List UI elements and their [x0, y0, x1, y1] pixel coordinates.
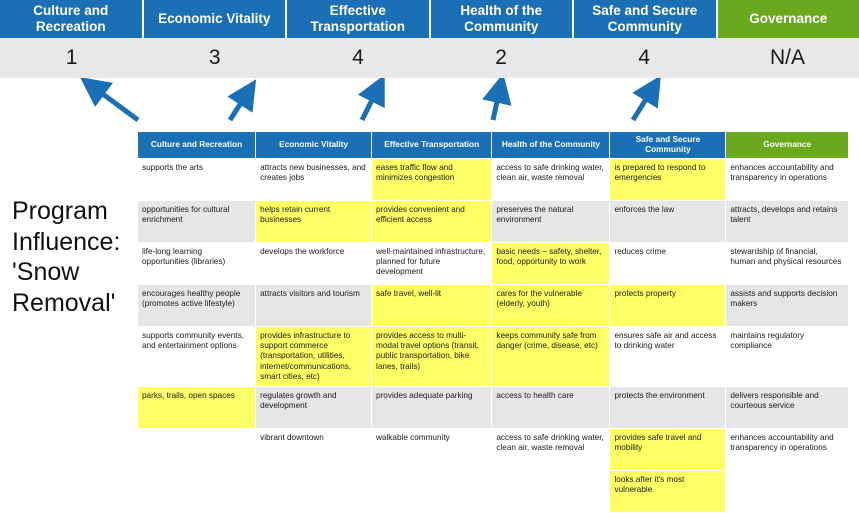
matrix-cell: preserves the natural environment	[492, 200, 610, 242]
matrix-cell: develops the workforce	[256, 242, 372, 284]
table-row	[138, 326, 849, 386]
matrix-cell: supports the arts	[138, 158, 256, 200]
arrow-icon-3	[362, 88, 378, 120]
matrix-cell: life-long learning opportunities (libraries)	[138, 242, 256, 284]
pillar-header-health-of-the-community: Health of the Community	[431, 0, 575, 38]
matrix-cell: delivers responsible and courteous service	[726, 387, 849, 429]
matrix-header-governance: Governance	[726, 132, 849, 159]
matrix-cell: protects the environment	[610, 387, 726, 429]
pillar-header-culture-and-recreation: Culture and Recreation	[0, 0, 144, 38]
matrix-cell: looks after it's most vulnerable	[610, 471, 726, 513]
influence-matrix	[137, 131, 849, 513]
pillar-header-safe-and-secure-community: Safe and Secure Community	[574, 0, 718, 38]
matrix-cell	[256, 471, 372, 513]
matrix-header-row	[138, 132, 849, 159]
score-safe-and-secure-community: 4	[573, 38, 716, 78]
table-row	[138, 200, 849, 242]
arrow-icon-5	[633, 88, 653, 120]
matrix-cell: maintains regulatory compliance	[726, 326, 849, 386]
matrix-cell: assists and supports decision makers	[726, 284, 849, 326]
table-row	[138, 387, 849, 429]
matrix-cell: supports community events, and entertainment options	[138, 326, 256, 386]
matrix-cell: walkable community	[372, 429, 492, 471]
matrix-cell: well-maintained infrastructure, planned for future development	[372, 242, 492, 284]
matrix-cell: access to safe drinking water, clean air, waste removal	[492, 158, 610, 200]
matrix-cell: protects property	[610, 284, 726, 326]
program-influence-caption	[12, 196, 136, 318]
pillar-header-effective-transportation: Effective Transportation	[287, 0, 431, 38]
matrix-cell	[138, 429, 256, 471]
matrix-cell: provides safe travel and mobility	[610, 429, 726, 471]
caption-line-3: 'Snow	[12, 257, 136, 288]
matrix-cell: stewardship of financial, human and physical resources	[726, 242, 849, 284]
matrix-cell: cares for the vulnerable (elderly, youth)	[492, 284, 610, 326]
score-culture-and-recreation: 1	[0, 38, 143, 78]
matrix-header-culture-and-recreation: Culture and Recreation	[138, 132, 256, 159]
matrix-header-economic-vitality: Economic Vitality	[256, 132, 372, 159]
table-row	[138, 471, 849, 513]
matrix-cell: parks, trails, open spaces	[138, 387, 256, 429]
caption-line-1: Program	[12, 196, 136, 227]
matrix-header-health-of-the-community: Health of the Community	[492, 132, 610, 159]
matrix-cell: access to health care	[492, 387, 610, 429]
matrix-cell: enforces the law	[610, 200, 726, 242]
matrix-cell	[492, 471, 610, 513]
caption-line-4: Removal'	[12, 288, 136, 319]
matrix-cell: vibrant downtown	[256, 429, 372, 471]
matrix-cell: provides convenient and efficient access	[372, 200, 492, 242]
score-effective-transportation: 4	[286, 38, 429, 78]
table-row	[138, 429, 849, 471]
pillar-header-economic-vitality: Economic Vitality	[144, 0, 288, 38]
table-row	[138, 284, 849, 326]
matrix-cell: access to safe drinking water, clean air, waste removal	[492, 429, 610, 471]
arrow-icon-1	[92, 86, 138, 120]
matrix-cell: basic needs – safety, shelter, food, opportunity to work	[492, 242, 610, 284]
matrix-cell: attracts visitors and tourism	[256, 284, 372, 326]
matrix-cell	[372, 471, 492, 513]
matrix-header-safe-and-secure-community: Safe and Secure Community	[610, 132, 726, 159]
matrix-cell: enhances accountability and transparency in operations	[726, 429, 849, 471]
matrix-cell: is prepared to respond to emergencies	[610, 158, 726, 200]
matrix-cell: regulates growth and development	[256, 387, 372, 429]
matrix-cell: helps retain current businesses	[256, 200, 372, 242]
pillar-score-band	[0, 38, 859, 81]
pillar-header-band	[0, 0, 859, 38]
matrix-cell: ensures safe air and access to drinking water	[610, 326, 726, 386]
matrix-cell: enhances accountability and transparency in operations	[726, 158, 849, 200]
pillar-header-governance: Governance	[718, 0, 859, 38]
matrix-cell: provides infrastructure to support commerce (transportation, utilities, internet/communications, smart cities, etc)	[256, 326, 372, 386]
score-governance: N/A	[716, 38, 859, 78]
score-economic-vitality: 3	[143, 38, 286, 78]
matrix-cell	[138, 471, 256, 513]
matrix-cell: provides adequate parking	[372, 387, 492, 429]
matrix-cell	[726, 471, 849, 513]
matrix-cell: attracts new businesses, and creates jobs	[256, 158, 372, 200]
arrow-group	[0, 78, 859, 128]
score-health-of-the-community: 2	[430, 38, 573, 78]
matrix-cell: eases traffic flow and minimizes congestion	[372, 158, 492, 200]
matrix-cell: reduces crime	[610, 242, 726, 284]
matrix-cell: provides access to multi-modal travel options (transit, public transportation, bike lanes, trails)	[372, 326, 492, 386]
arrow-icon-4	[493, 88, 500, 120]
table-row	[138, 242, 849, 284]
matrix-cell: safe travel, well-lit	[372, 284, 492, 326]
caption-line-2: Influence:	[12, 227, 136, 258]
matrix-header-effective-transportation: Effective Transportation	[372, 132, 492, 159]
table-row	[138, 158, 849, 200]
matrix-cell: keeps community safe from danger (crime, disease, etc)	[492, 326, 610, 386]
matrix-cell: attracts, develops and retains talent	[726, 200, 849, 242]
arrow-icon-2	[230, 92, 248, 120]
matrix-cell: encourages healthy people (promotes active lifestyle)	[138, 284, 256, 326]
matrix-cell: opportunities for cultural enrichment	[138, 200, 256, 242]
